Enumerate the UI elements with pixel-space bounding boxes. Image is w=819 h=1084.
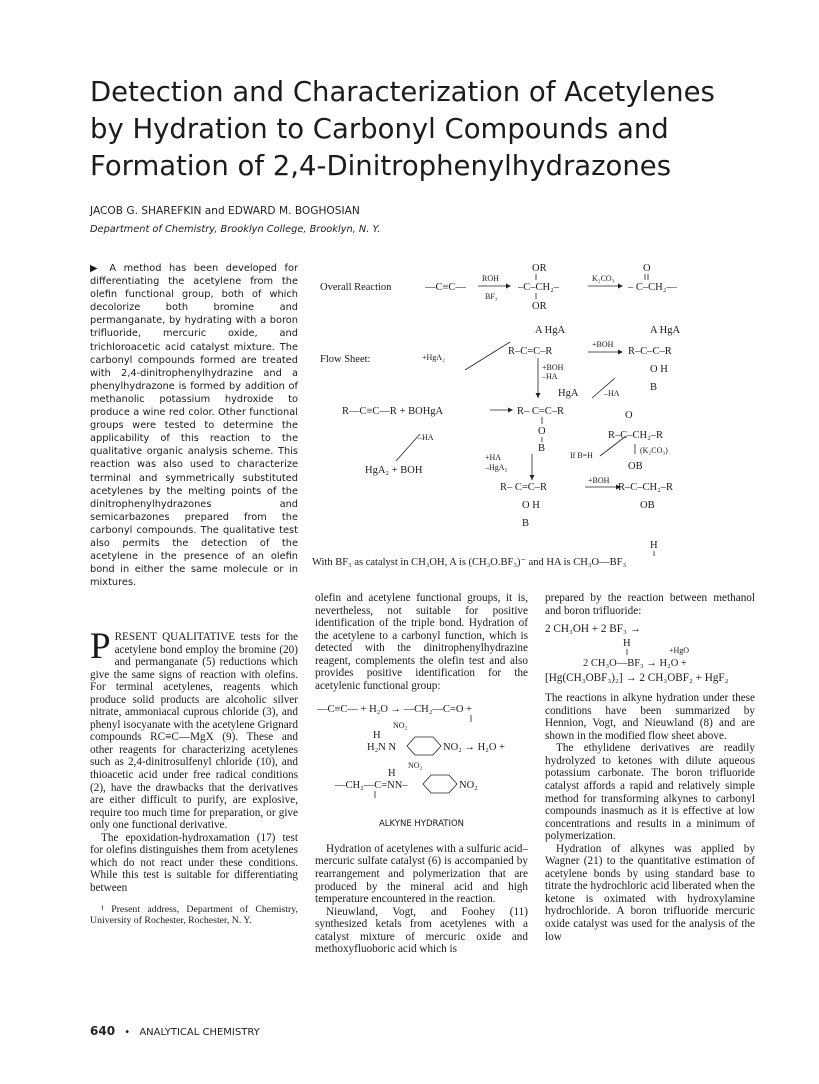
svg-text:B: B — [538, 443, 546, 454]
svg-text:OR: OR — [532, 263, 547, 274]
svg-text:R—C≡C—R + BOHgA: R—C≡C—R + BOHgA — [342, 406, 444, 417]
article-title: Detection and Characterization of Acetylenes by Hydration to Carbonyl Compounds and Formation of 2,4-Dinitrophenylhydrazones — [90, 76, 715, 182]
equation-1: 2 CH₃OH + 2 BF₃ → — [545, 623, 641, 636]
overall-reaction-label: Overall Reaction — [320, 282, 392, 293]
svg-text:OB: OB — [628, 461, 643, 472]
svg-text:K₂CO₃: K₂CO₃ — [592, 274, 615, 283]
svg-text:H: H — [623, 637, 631, 649]
svg-text:H₂N N: H₂N N — [367, 742, 397, 754]
drop-cap: P — [90, 626, 111, 667]
svg-text:R–C–CH₂–R: R–C–CH₂–R — [608, 430, 664, 441]
svg-text:NO₂ → H₂O +: NO₂ → H₂O + — [443, 742, 505, 754]
col3-paragraph-1: prepared by the reaction between methanol and boron trifluoride: — [545, 592, 755, 617]
svg-text:+BOH: +BOH — [592, 340, 614, 349]
svg-text:H: H — [388, 768, 396, 780]
equation-caption: ALKYNE HYDRATION — [378, 819, 465, 830]
affiliation: Department of Chemistry, Brooklyn College, Brooklyn, N. Y. — [90, 224, 381, 235]
svg-text:A HgA: A HgA — [535, 325, 566, 336]
svg-text:O: O — [538, 426, 546, 437]
journal-name: ANALYTICAL CHEMISTRY — [139, 1027, 260, 1038]
svg-text:B: B — [650, 382, 658, 393]
body-column-3 — [545, 592, 755, 943]
svg-text:–HgA₂: –HgA₂ — [485, 463, 508, 472]
page-footer: 640 • ANALYTICAL CHEMISTRY — [90, 1024, 260, 1038]
equation-2 — [545, 636, 755, 672]
svg-text:A HgA: A HgA — [650, 325, 681, 336]
svg-text:2 CH₃O—BF₃ → H₂O +: 2 CH₃O—BF₃ → H₂O + — [583, 657, 687, 669]
col3-paragraph-4: Hydration of alkynes was applied by Wagner (21) to the quantitative estimation of acetylene bonds by using standard base to titrate the hydrochloric acid liberated when the ketone is oximated with hydroxylamine hydrochloride. A boron trifluoride mercuric oxide catalyst was used for the analysis of the low — [545, 842, 755, 943]
svg-text:If B=H: If B=H — [570, 451, 593, 460]
footnote: ¹ Present address, Department of Chemistry, University of Rochester, Rochester, N. Y. — [90, 904, 298, 927]
svg-text:R– C=C–R: R– C=C–R — [500, 482, 548, 493]
col3-paragraph-3: The ethylidene derivatives are readily hydrolyzed to ketones with dilute aqueous potassium carbonate. The boron trifluoride catalyst affords a rapid and relatively simple method for transforming alkynes to carbonyl compounds inasmuch as it is effective at low concentrations and results in a minimum of polymerization. — [545, 742, 755, 843]
svg-text:R–C=C–R: R–C=C–R — [508, 346, 553, 357]
svg-text:BF₃: BF₃ — [485, 292, 498, 301]
svg-text:R– C=C–R: R– C=C–R — [517, 406, 565, 417]
svg-text:O H: O H — [522, 500, 540, 511]
scheme-caption: With BF₃ as catalyst in CH₃OH, A is (CH₃O.BF₃)⁻ and HA is CH₃O—BF₃ — [312, 557, 627, 568]
svg-text:–C–CH₂–: –C–CH₂– — [518, 282, 560, 293]
svg-text:O H: O H — [650, 364, 668, 375]
svg-text:NO₂: NO₂ — [393, 721, 408, 731]
svg-text:–HA: –HA — [542, 372, 558, 381]
svg-text:– C–CH₂—: – C–CH₂— — [628, 282, 677, 293]
svg-text:O: O — [643, 263, 651, 274]
body-column-2 — [315, 592, 528, 956]
svg-text:H: H — [650, 540, 658, 551]
svg-text:H: H — [373, 730, 381, 742]
svg-text:+BOH: +BOH — [542, 363, 564, 372]
page-number: 640 — [90, 1024, 116, 1038]
svg-text:B: B — [522, 518, 530, 529]
col2-paragraph-2: Hydration of acetylenes with a sulfuric acid–mercuric sulfate catalyst (6) is accompanied by rearrangement and polymerization that are produced by the mineral acid and high temperature encountered in the reaction. — [315, 842, 528, 906]
svg-text:+HgO: +HgO — [669, 645, 690, 655]
equation-3: [Hg(CH₃OBF₃)₂] → 2 CH₃OBF₂ + HgF₂ — [545, 671, 729, 684]
col1-paragraph-1: tests for the acetylene bond employ the bromine (20) and permanganate (5) reductions which give the same signs of reaction with olefins. For terminal acetylenes, reagents which produce solid products are alcoholic silver nitrate, ammoniacal cuprous chloride (3), and phenyl isocyanate with the acetylene Grignard compounds RC≡C—MgX (9). These and other reagents for characterizing acetylenes such as 2,4-dinitrosulfenyl chloride (10), and thioacetic acid under free radical conditions (2), have the drawbacks that the derivatives are either difficult to purify, are explosive, require too much time for preparation, or give only one functional derivative. — [90, 631, 299, 832]
svg-text:–HA: –HA — [604, 389, 620, 398]
body-column-1: PRESENT QUALITATIVE tests for the acetylene bond employ the bromine (20) and permanganate (5) reductions which give the same signs of reaction with olefins. For terminal acetylenes, reagents which produce solid products are alcoholic silver nitrate, ammoniacal cuprous chloride (3), and phenyl isocyanate with the acetylene Grignard compounds RC≡C—MgX (9). These and other reagents for characterizing acetylenes such as 2,4-dinitrosulfenyl chloride (10), and thioacetic acid under free radical conditions (2), have the drawbacks that the derivatives are either difficult to purify, are explosive, require too much time for preparation, or give only one functional derivative. The epoxidation-hydroxamation (17) test for olefins distinguishes them from acetylenes which do not react under these conditions. While this test is suitable for differentiating between ¹ Present address, Department of Chemistry, University of Rochester, Rochester, N. Y. — [90, 626, 299, 927]
svg-text:—C≡C—: —C≡C— — [425, 282, 466, 293]
svg-text:—CH₂—C=NN–: —CH₂—C=NN– — [335, 780, 408, 792]
svg-text:–HA: –HA — [418, 433, 434, 442]
col2-paragraph-1: olefin and acetylene functional groups, it is, nevertheless, not suitable for positive identification of the triple bond. Hydration of the acetylene to a carbonyl function, which is detected with the dinitrophenylhydrazine reagent, complements the olefin test and also provides positive identification for the acetylenic functional group: — [315, 592, 528, 692]
alkyne-hydration-equation — [315, 698, 528, 816]
svg-text:R–C–CH₂–R: R–C–CH₂–R — [618, 482, 674, 493]
col1-paragraph-2: The epoxidation-hydroxamation (17) test for olefins distinguishes them from acetylenes which do not react under these conditions. While this test is suitable for differentiating between — [90, 831, 298, 894]
svg-text:(K₂CO₃): (K₂CO₃) — [640, 446, 668, 455]
svg-text:+HA: +HA — [485, 453, 502, 462]
svg-text:HgA₂ + BOH: HgA₂ + BOH — [365, 465, 423, 476]
svg-text:HgA: HgA — [558, 388, 579, 399]
reaction-scheme — [310, 258, 770, 578]
svg-text:OB: OB — [640, 500, 655, 511]
svg-text:+HgA₂: +HgA₂ — [422, 353, 445, 362]
svg-text:NO₂: NO₂ — [408, 761, 423, 771]
col2-paragraph-3: Nieuwland, Vogt, and Foohey (11) synthesized ketals from acetylenes with a catalyst mixture of mercuric oxide and methoxyfluoboric acid which is — [315, 905, 528, 956]
svg-text:NO₂: NO₂ — [459, 780, 478, 792]
abstract: ▶ A method has been developed for differentiating the acetylene from the olefin functional group, both of which decolorize both bromine and permanganate, by hydrating with a boron trifluoride, mercuric oxide, and trichloroacetic acid catalyst mixture. The carbonyl compounds formed are treated with 2,4-dinitrophenylhydrazine and a phenylhydrazone is formed by addition of methanolic potassium hydroxide to produce a wine red color. Other functional groups were tested to determine the applicability of this reaction to the qualitative organic analysis scheme. This reaction was also used to characterize terminal and symmetrically substituted acetylenes by the melting points of the dinitrophenylhydrazones and semicarbazones prepared from the carbonyl compounds. The qualitative test also permits the detection of the acetylene in the presence of an olefin bond in either the same molecule or in mixtures. — [90, 263, 298, 589]
flow-sheet-label: Flow Sheet: — [320, 354, 371, 365]
svg-text:+BOH: +BOH — [588, 476, 610, 485]
svg-text:O: O — [625, 410, 633, 421]
svg-text:R–C–C–R: R–C–C–R — [628, 346, 672, 357]
authors: JACOB G. SHAREFKIN and EDWARD M. BOGHOSIAN — [90, 205, 360, 217]
svg-text:OR: OR — [532, 301, 547, 312]
col3-paragraph-2: The reactions in alkyne hydration under these conditions have been summarized by Hennion, Vogt, and Nieuwland (8) and are shown in the modified flow sheet above. — [545, 692, 755, 742]
svg-text:ROH: ROH — [482, 274, 499, 283]
svg-text:—C≡C— + H₂O → —CH₂—C=O +: —C≡C— + H₂O → —CH₂—C=O + — [317, 704, 472, 716]
